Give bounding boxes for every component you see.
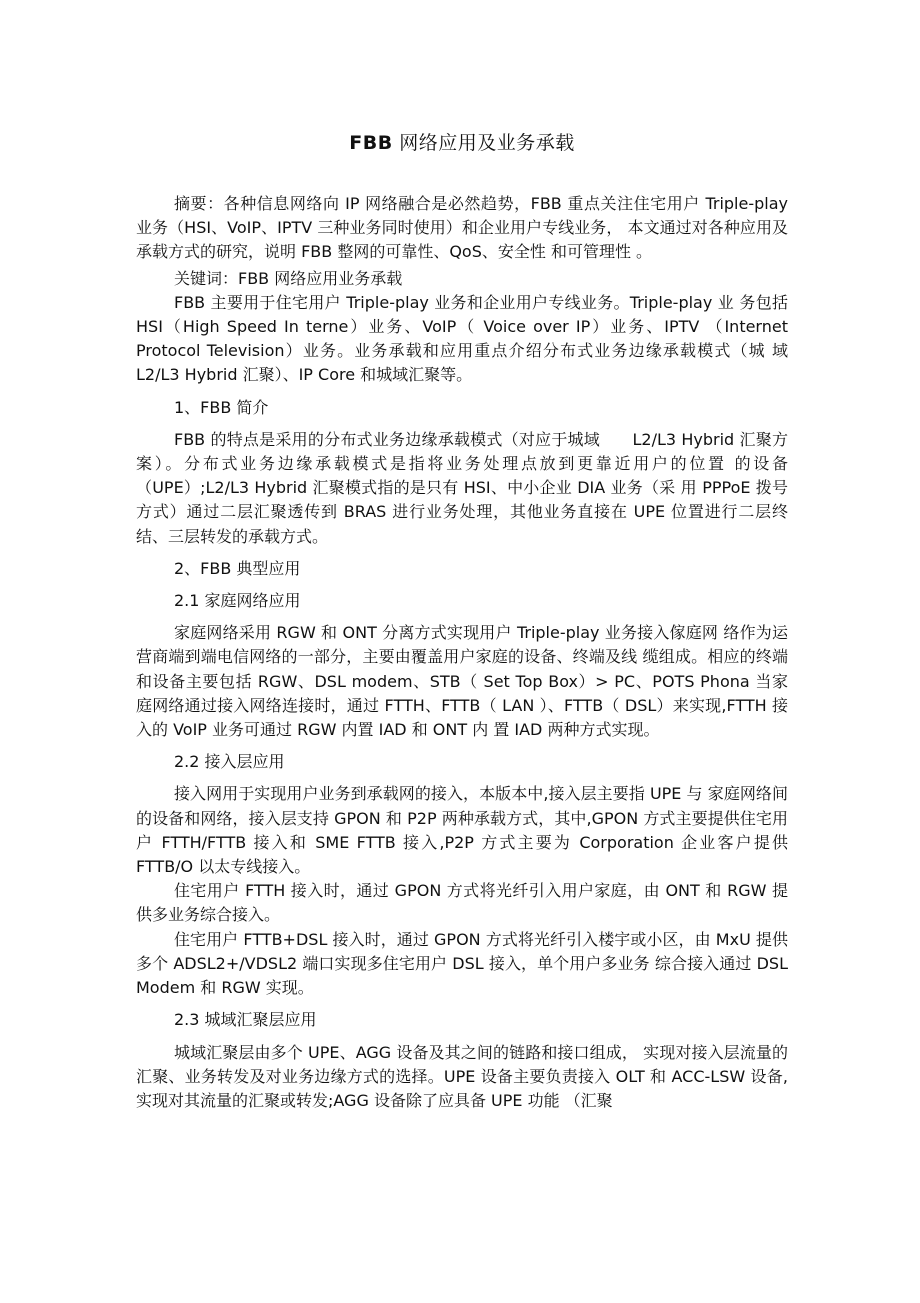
section-2-2-paragraph-3: 住宅用户 FTTB+DSL 接入时，通过 GPON 方式将光纤引入楼宇或小区，由 MxU 提供多个 ADSL2+/VDSL2 端口实现多住宅用户 DSL 接入，单个用户多业务 综合接入通过 DSL Modem 和 RGW 实现。 bbox=[136, 929, 788, 998]
page-title bbox=[136, 128, 788, 158]
section-heading-2-1: 2.1 家庭网络应用 bbox=[174, 591, 301, 611]
section-heading-2: 2、FBB 典型应用 bbox=[174, 558, 301, 578]
intro-paragraph: FBB 主要用于住宅用户 Triple-play 业务和企业用户专线业务。Triple-play 业 务包括 HSI（High Speed In terne）业务、VoIP（ Voice over IP）业务、IPTV （Internet Protocol Television）业务。业务承载和应用重点介绍分布式业务边缘承载模式（城 域 L2/L3 Hybrid 汇聚）、IP Core 和城域汇聚等。 bbox=[136, 292, 788, 385]
keywords-line: 关键词：FBB 网络应用业务承载 bbox=[174, 268, 403, 288]
title-rest: 网络应用及业务承载 bbox=[392, 132, 575, 154]
section-heading-2-3: 2.3 城域汇聚层应用 bbox=[174, 1010, 317, 1030]
section-2-2-paragraph-2: 住宅用户 FTTH 接入时，通过 GPON 方式将光纤引入用户家庭，由 ONT 和 RGW 提供多业务综合接入。 bbox=[136, 881, 788, 925]
section-1-paragraph-1: FBB 的特点是采用的分布式业务边缘承载模式（对应于城域 L2/L3 Hybrid 汇聚方案）。分布式业务边缘承载模式是指将业务处理点放到更靠近用户的位置 的设备（UPE）;L2/L3 Hybrid 汇聚模式指的是只有 HSI、中小企业 DIA 业务（采 用 PPPoE 拨号方式）通过二层汇聚透传到 BRAS 进行业务处理，其他业务直接在 UPE 位置进行二层终结、三层转发的承载方式。 bbox=[136, 429, 788, 546]
section-heading-1: 1、FBB 简介 bbox=[174, 397, 269, 417]
section-2-3-paragraph-1: 城域汇聚层由多个 UPE、AGG 设备及其之间的链路和接口组成， 实现对接入层流量的汇聚、业务转发及对业务边缘方式的选择。UPE 设备主要负责接入 OLT 和 ACC-LSW 设备,实现对其流量的汇聚或转发;AGG 设备除了应具备 UPE 功能 （汇聚 bbox=[136, 1042, 788, 1110]
section-heading-2-2: 2.2 接入层应用 bbox=[174, 752, 285, 772]
abstract-paragraph: 摘要：各种信息网络向 IP 网络融合是必然趋势，FBB 重点关注住宅用户 Triple-play 业务（HSI、VoIP、IPTV 三种业务同时使用）和企业用户专线业务， 本文通过对各种应用及承载方式的研究，说明 FBB 整网的可靠性、QoS、安全性 和可管理性 。 bbox=[136, 194, 788, 262]
section-2-1-paragraph-1: 家庭网络采用 RGW 和 ONT 分离方式实现用户 Triple-play 业务接入傢庭网 络作为运营商端到端电信网络的一部分，主要由覆盖用户家庭的设备、终端及线 缆组成。相应的终端和设备主要包括 RGW、DSL modem、STB（ Set Top Box）> PC、POTS Phona 当家庭网络通过接入网络连接时，通过 FTTH、FTTB（ LAN ）、FTTB（ DSL）来实现,FTTH 接入的 VoIP 业务可通过 RGW 内置 IAD 和 ONT 内 置 IAD 两种方式实现。 bbox=[136, 623, 788, 740]
title-prefix: FBB bbox=[349, 132, 393, 154]
section-2-2-paragraph-1: 接入网用于实现用户业务到承载网的接入，本版本中,接入层主要指 UPE 与 家庭网络间的设备和网络，接入层支持 GPON 和 P2P 两种承载方式，其中,GPON 方式主要提供住宅用户 FTTH/FTTB 接入和 SME FTTB 接入,P2P 方式主要为 Corporation 企业客户提供 FTTB/O 以太专线接入。 bbox=[136, 784, 788, 877]
